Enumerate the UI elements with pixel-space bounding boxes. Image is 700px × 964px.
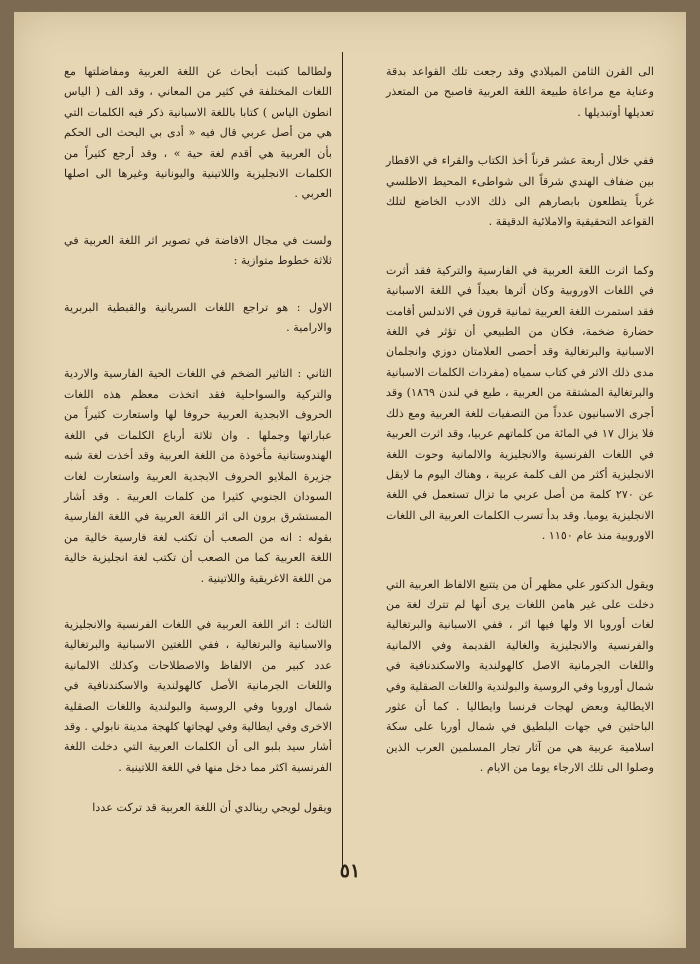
paragraph: الثاني : التاثير الضخم في اللغات الحية الفارسية والاردية والتركية والسواحلية فقد اتخذت معظم هذه اللغات الحروف الابجدية العربية حروفا لها واستعارت كثيراً من عباراتها وجملها . وان ثلاثة أرباع الكلمات في اللغة الهندوستانية مأخوذة من اللغة العربية وقد أخذت لغة شبه جزيرة الملايو الحروف الابجدية العربية واستعارت لغات السودان الجنوبي كثيرا من كلمات العربية . وقد أشار المستشرق برون الى اثر اللغة العربية في اللغة الفارسية بقوله : انه من الصعب أن تكتب لغة فارسية خالية من اللغة العربية كما من الصعب أن تكتب لغة انجليزية خالية من اللغة الاغريقية واللاتينية . <box>64 367 332 585</box>
paragraph: ففي خلال أربعة عشر قرناً أخذ الكتاب والقراء في الاقطار بين ضفاف الهندي شرقاً الى شواطىء المحيط الاطلسي غرباً يتطلعون بابصارهم الى ذلك الادب الخاضع لتلك القواعد التحقيقية والاملائية الدقيقة . <box>386 154 654 229</box>
document-page <box>14 12 686 948</box>
paragraph: ولست في مجال الافاضة في تصوير اثر اللغة العربية في ثلاثة خطوط متوازية : <box>64 233 332 268</box>
left-column <box>64 62 332 819</box>
column-divider <box>342 52 343 868</box>
page-number: ٥١ <box>339 860 361 882</box>
paragraph: وكما اثرت اللغة العربية في الفارسية والتركية فقد أثرت في اللغات الاوروبية وكان أثرها بعيداً في اللغة الاسبانية فقد استمرت اللغة العربية ثمانية قرون في الاندلس أقامت حضارة ضخمة، فكان من الطبيعي أن تؤثر في اللغة الاسبانية والبرتغالية وقد أحصى العلامتان دوزي وانجلمان مدى ذلك الاثر في كتاب سمياه (مفردات الكلمات الاسبانية والبرتغالية المشتقة من العربية ، طبع في لندن ١٨٦٩) وقد أجرى الاسبانيون عدداً من التصفيات للغة العربية ومع ذلك فلا يزال ١٧ في المائة من كلماتهم عربيا، وقد اثرت العربية في اللغات الفرنسية والانجليزية والالمانية وحوت اللغة الانجليزية أكثر من الف كلمة عربية ، وهناك اليوم ما لايقل عن ٢٧٠ كلمة من أصل عربي ما تزال تستعمل في اللغة الانجليزية يوميا. وقد بدأ تسرب الكلمات العربية الى اللغات الاوروبية منذ عام ١١٥٠ . <box>386 263 655 543</box>
paragraph: ولطالما كتبت أبحاث عن اللغة العربية ومفاضلتها مع اللغات المختلفة في كثير من المعاني ، وقد الف ( الياس انطون الياس ) كتابا باللغة الاسبانية ذكر فيه الكلمات التي هي من أصل عربي قال فيه « أدى بي البحث الى الحكم بأن العربية هي أقدم لغة حية » ، وقد أرجع كثيراً من الكلمات الانجليزية واللاتينية واليونانية وغيرها الى اصلها العربي . <box>64 65 332 201</box>
paragraph: الثالث : اثر اللغة العربية في اللغات الفرنسية والانجليزية والاسبانية والبرتغالية ، ففي اللغتين الاسبانية والبرتغالية عدد كبير من الالفاظ والاصطلاحات وكذلك الالمانية واللغات الجرمانية الأصل كالهولندية والاسكندنافية في شمال اوروبا وفي الروسية والبولندية واللغات الصقلية الاخرى وفي ايطالية وفي لهجاتها كلهجة مدينة نابولي . وقد أشار سيد بلبو الى أن الكلمات العربية التي دخلت اللغة الفرنسية اكثر مما دخل منها في اللغة اللاتينية . <box>64 617 332 774</box>
paragraph: ويقول الدكتور علي مظهر أن من يتتبع الالفاظ العربية التي دخلت على غير هامن اللغات يرى أنها لم تترك لغة من لغات أوروبا الا ولها فيها اثر ، ففي الاسبانية والبرتغالية والفرنسية والانجليزية والغالية القديمة وفي الالمانية واللغات الجرمانية الاصل كالهولندية والاسكندنافية في شمال أوروبا وفي الروسية والبولندية واللغات الصقلية وفي الايطالية وبعض لهجات فرنسا وايطاليا . كما أن عثور الباحثين في جهات البلطيق في شمال أوربا على سكة اسلامية عربية هي من آثار تجار المسلمين العرب الذين وصلوا الى تلك الارجاء يوما من الايام . <box>386 577 654 775</box>
paragraph: الى القرن الثامن الميلادي وقد رجعت تلك القواعد بدقة وعناية مع مراعاة طبيعة اللغة العربية فاصبح من المتعذر تعديلها أوتبديلها . <box>386 65 654 119</box>
right-column <box>386 62 654 779</box>
paragraph: الاول : هو تراجع اللغات السريانية والقبطية البربرية والارامية . <box>64 300 332 335</box>
paragraph: ويقول لويجي رينالدي أن اللغة العربية قد تركت عددا <box>92 801 332 815</box>
